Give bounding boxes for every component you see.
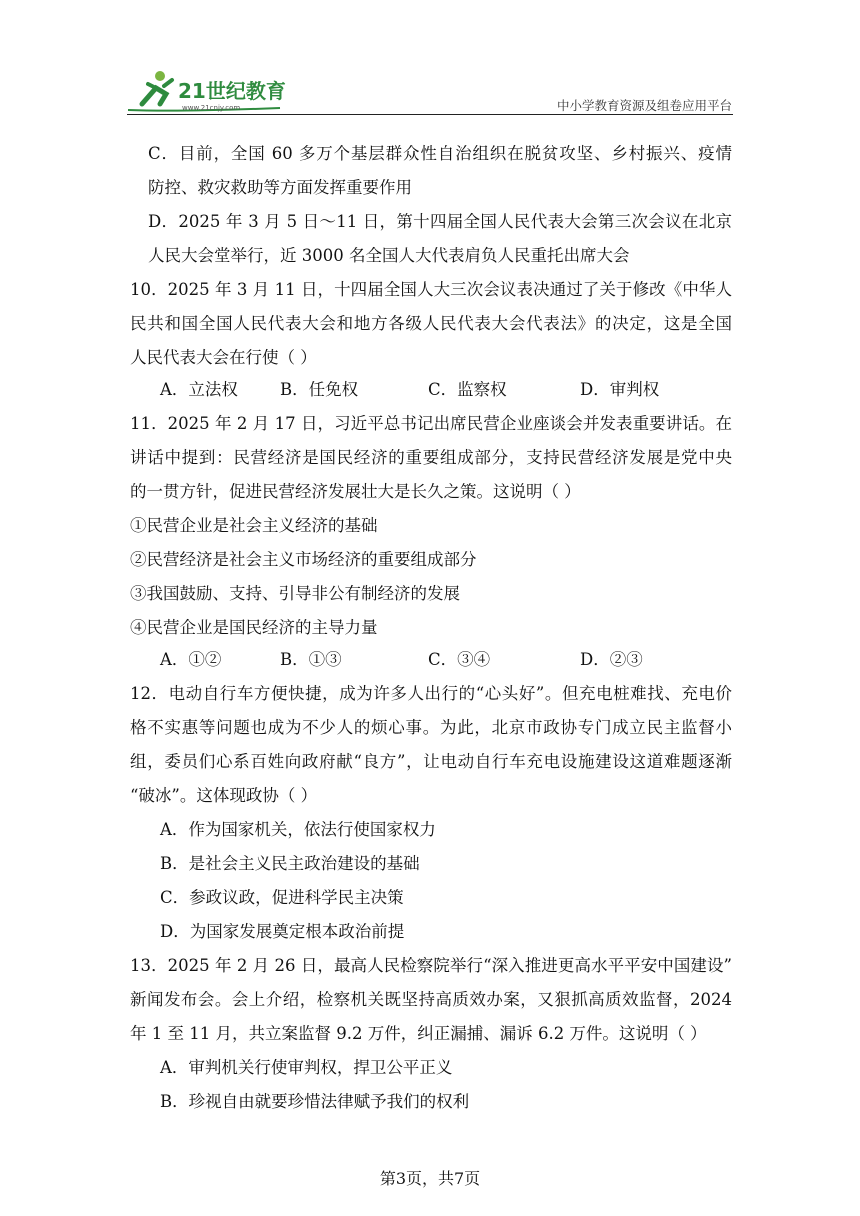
- logo-url: www.21cnjy.com: [182, 104, 241, 112]
- q11-option-b: B．①③: [280, 650, 342, 669]
- q13-option-a: A．审判机关行使审判权，捍卫公平正义: [160, 1058, 453, 1077]
- site-logo: [120, 66, 295, 116]
- platform-name: 中小学教育资源及组卷应用平台: [556, 98, 732, 113]
- q11-option-c: C．③④: [428, 650, 491, 669]
- q10-option-a: A．立法权: [160, 380, 238, 399]
- question-12-line-1: 12．电动自行车方便快捷，成为许多人出行的“心头好”。但充电桩难找、充电价: [130, 684, 732, 703]
- question-10-line-3: 人民代表大会在行使（ ）: [130, 348, 317, 367]
- question-13-line-1: 13．2025 年 2 月 26 日，最高人民检察院举行“深入推进更高水平平安中国建设”: [130, 956, 732, 975]
- option-d-line-2: 人民大会堂举行，近 3000 名全国人大代表肩负人民重托出席大会: [148, 246, 630, 265]
- q12-option-b: B．是社会主义民主政治建设的基础: [160, 854, 420, 873]
- q11-statement-4: ④民营企业是国民经济的主导力量: [130, 618, 378, 637]
- q12-option-d: D．为国家发展奠定根本政治前提: [160, 922, 405, 941]
- q11-option-d: D．②③: [580, 650, 643, 669]
- q13-option-b: B．珍视自由就要珍惜法律赋予我们的权利: [160, 1092, 470, 1111]
- question-12-line-2: 格不实惠等问题也成为不少人的烦心事。为此，北京市政协专门成立民主监督小: [130, 718, 732, 737]
- q11-statement-1: ①民营企业是社会主义经济的基础: [130, 516, 378, 535]
- option-c-line-1: C．目前，全国 60 多万个基层群众性自治组织在脱贫攻坚、乡村振兴、疫情: [148, 144, 732, 163]
- header-divider: [127, 114, 733, 115]
- q10-option-b: B．任免权: [280, 380, 359, 399]
- q12-option-a: A．作为国家机关，依法行使国家权力: [160, 820, 436, 839]
- q10-option-c: C．监察权: [428, 380, 507, 399]
- question-12-line-3: 组，委员们心系百姓向政府献“良方”，让电动自行车充电设施建设这道难题逐渐: [130, 752, 732, 771]
- question-13-line-2: 新闻发布会。会上介绍，检察机关既坚持高质效办案，又狠抓高质效监督，2024: [130, 990, 732, 1009]
- question-11-line-2: 讲话中提到：民营经济是国民经济的重要组成部分，支持民营经济发展是党中央: [130, 448, 732, 467]
- logo-text: 21世纪教育: [178, 79, 286, 103]
- page-number: 第3页，共7页: [379, 1169, 481, 1188]
- option-d-line-1: D．2025 年 3 月 5 日～11 日，第十四届全国人民代表大会第三次会议在北京: [148, 212, 732, 231]
- q11-statement-3: ③我国鼓励、支持、引导非公有制经济的发展: [130, 584, 460, 603]
- q11-option-a: A．①②: [160, 650, 222, 669]
- q10-option-d: D．审判权: [580, 380, 660, 399]
- question-11-line-1: 11．2025 年 2 月 17 日，习近平总书记出席民营企业座谈会并发表重要讲话。在: [130, 414, 732, 433]
- question-12-line-4: “破冰”。这体现政协（ ）: [130, 786, 318, 805]
- question-10-line-1: 10．2025 年 3 月 11 日，十四届全国人大三次会议表决通过了关于修改《中华人: [130, 280, 732, 299]
- question-10-line-2: 民共和国全国人民代表大会和地方各级人民代表大会代表法》的决定，这是全国: [130, 314, 732, 333]
- question-11-line-3: 的一贯方针，促进民营经济发展壮大是长久之策。这说明（ ）: [130, 482, 581, 501]
- question-13-line-3: 年 1 至 11 月，共立案监督 9.2 万件，纠正漏捕、漏诉 6.2 万件。这说明（ ）: [130, 1024, 707, 1043]
- option-c-line-2: 防控、救灾救助等方面发挥重要作用: [148, 178, 412, 197]
- q11-statement-2: ②民营经济是社会主义市场经济的重要组成部分: [130, 550, 477, 569]
- q12-option-c: C．参政议政，促进科学民主决策: [160, 888, 404, 907]
- page-header: [0, 0, 860, 120]
